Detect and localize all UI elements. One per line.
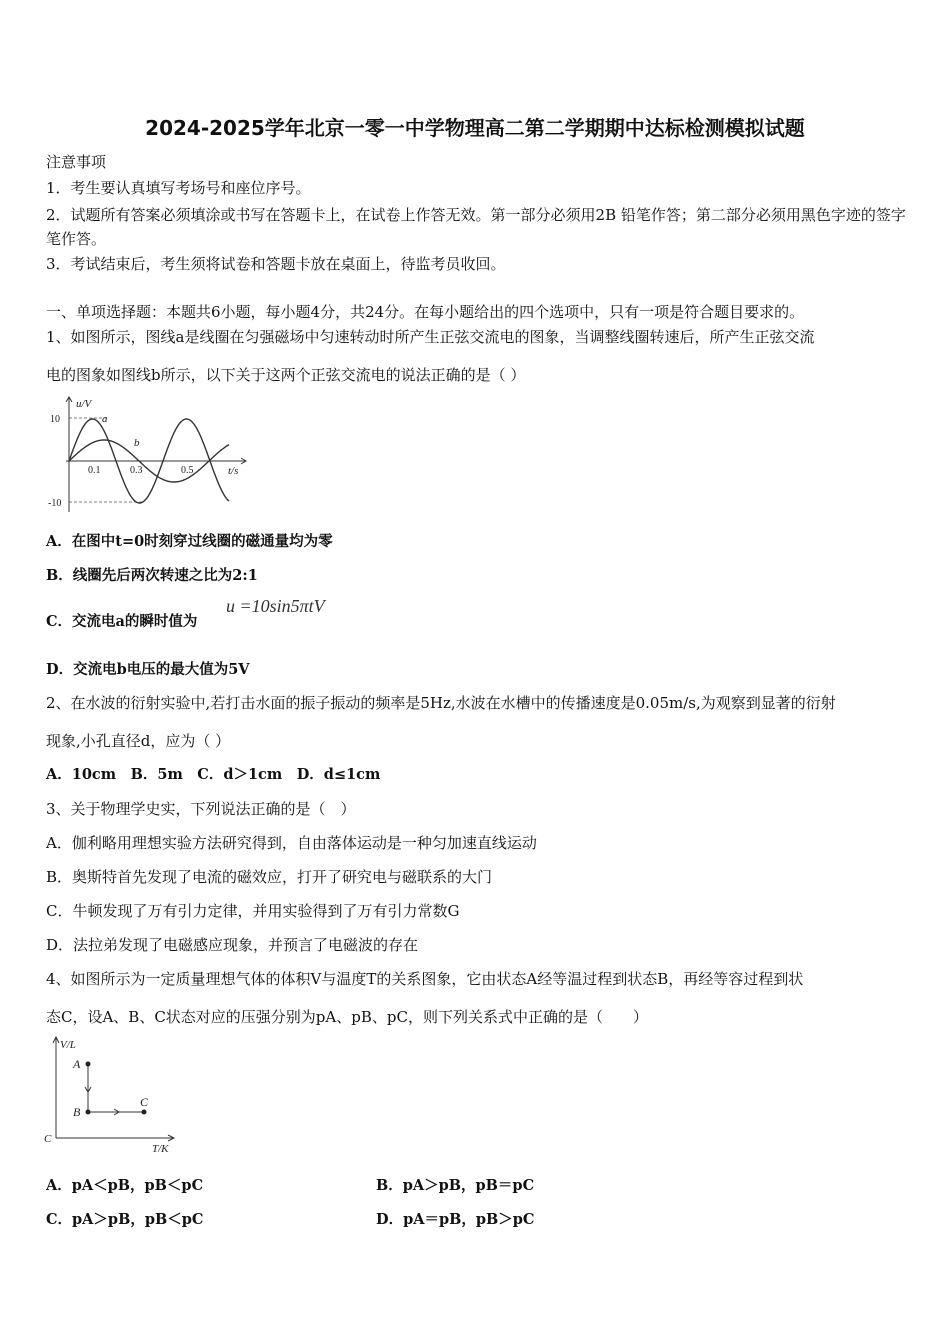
q1-option-d: D．交流电b电压的最大值为5V: [46, 661, 250, 678]
q3-option-c: C．牛顿发现了万有引力定律，并用实验得到了万有引力常数G: [46, 902, 460, 920]
q1-curve-a-label: a: [102, 413, 108, 425]
q4-point-a: [86, 1062, 91, 1067]
q1-option-c-formula: u =10sin5πtV: [226, 596, 325, 616]
notice-item-1: 1．考生要认真填写考场号和座位序号。: [46, 179, 311, 197]
q3-option-a: A．伽利略用理想实验方法研究得到，自由落体运动是一种匀加速直线运动: [46, 834, 537, 852]
q4-stem-line2: 态C，设A、B、C状态对应的压强分别为pA、pB、pC，则下列关系式中正确的是（ ）: [46, 1008, 648, 1026]
q4-y-label: V/L: [60, 1039, 76, 1051]
q2-stem-line2: 现象,小孔直径d，应为（ ）: [46, 732, 231, 750]
q2-stem-line1: 2、在水波的衍射实验中,若打击水面的振子振动的频率是5Hz,水波在水槽中的传播速度是0.05m/s,为观察到显著的衍射: [46, 694, 836, 712]
q1-curve-b-label: b: [134, 437, 140, 449]
notice-item-3: 3．考试结束后，考生须将试卷和答题卡放在桌面上，待监考员收回。: [46, 255, 506, 273]
q4-point-a-label: A: [73, 1057, 81, 1071]
q1-y-label: u/V: [76, 398, 92, 410]
q1-y-tick-10: 10: [50, 414, 60, 425]
q1-option-c: C．交流电a的瞬时值为: [46, 613, 198, 630]
q1-option-b: B．线圈先后两次转速之比为2:1: [46, 567, 258, 584]
q1-graph: [46, 394, 256, 514]
q4-option-c: C．pA＞pB，pB＜pC: [46, 1211, 204, 1228]
section-heading: 一、单项选择题：本题共6小题，每小题4分，共24分。在每小题给出的四个选项中，只有一项是符合题目要求的。: [46, 303, 805, 321]
q4-point-c: [142, 1110, 147, 1115]
q1-x-tick-0.1: 0.1: [88, 465, 101, 476]
q2-options: A．10cm B．5m C．d＞1cm D．d≤1cm: [46, 766, 381, 783]
q4-origin-label: C: [44, 1133, 52, 1145]
q4-option-d: D．pA＝pB，pB＞pC: [376, 1211, 535, 1228]
notice-item-2: 2．试题所有答案必须填涂或书写在答题卡上，在试卷上作答无效。第一部分必须用2B 铅笔作答；第二部分必须用黑色字迹的签字笔作答。: [46, 206, 906, 248]
q4-stem-line1: 4、如图所示为一定质量理想气体的体积V与温度T的关系图象，它由状态A经等温过程到状态B，再经等容过程到状: [46, 970, 804, 988]
q3-option-b: B．奥斯特首先发现了电流的磁效应，打开了研究电与磁联系的大门: [46, 868, 493, 886]
q1-y-tick-neg10: -10: [48, 498, 62, 509]
q4-option-a: A．pA＜pB，pB＜pC: [46, 1177, 204, 1194]
notice-heading: 注意事项: [46, 153, 107, 171]
q4-option-b: B．pA＞pB，pB＝pC: [376, 1177, 535, 1194]
q4-point-b-label: B: [73, 1105, 81, 1119]
q1-x-tick-0.3: 0.3: [130, 465, 143, 476]
q4-point-b: [86, 1110, 91, 1115]
q1-stem-line1: 1、如图所示，图线a是线圈在匀强磁场中匀速转动时所产生正弦交流电的图象，当调整线圈转速后，所产生正弦交流: [46, 328, 815, 346]
q4-graph: [40, 1034, 180, 1158]
q4-point-c-label: C: [140, 1095, 149, 1109]
q3-option-d: D．法拉弟发现了电磁感应现象，并预言了电磁波的存在: [46, 936, 419, 954]
q1-stem-line2: 电的图象如图线b所示，以下关于这两个正弦交流电的说法正确的是（ ）: [46, 366, 526, 384]
q1-option-a: A．在图中t=0时刻穿过线圈的磁通量均为零: [46, 533, 333, 550]
q1-x-tick-0.5: 0.5: [181, 465, 194, 476]
q1-x-label: t/s: [228, 465, 239, 477]
page-title: 2024-2025学年北京一零一中学物理高二第二学期期中达标检测模拟试题: [145, 116, 805, 140]
q3-stem: 3、关于物理学史实，下列说法正确的是（ ）: [46, 800, 356, 818]
q4-x-label: T/K: [152, 1143, 169, 1155]
